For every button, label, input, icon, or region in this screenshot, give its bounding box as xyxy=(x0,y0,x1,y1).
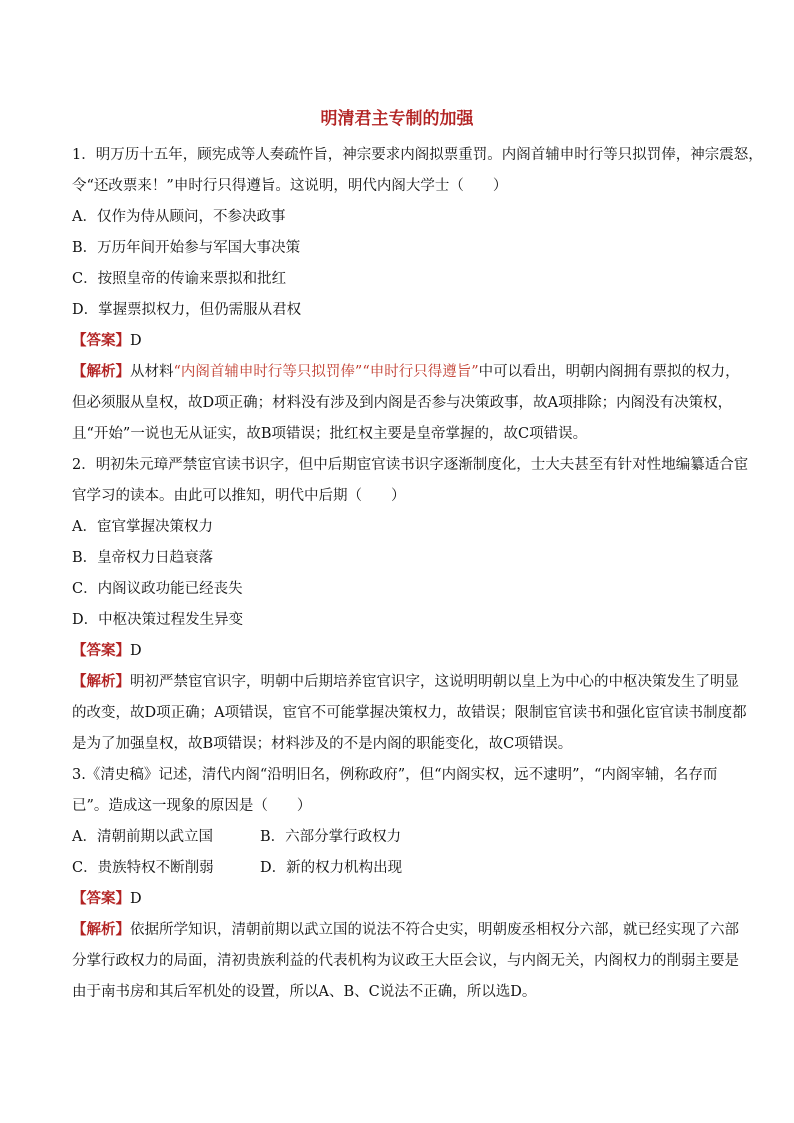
q2-option-d: D．中枢决策过程发生异变 xyxy=(72,612,244,628)
q2-answer xyxy=(72,641,732,661)
analysis-label: 【解析】 xyxy=(72,921,130,938)
analysis-text: 依据所学知识，清朝前期以武立国的说法不符合史实，明朝废丞相权分六部，就已经实现了六部 xyxy=(130,922,739,938)
q1-option-a: A．仅作为侍从顾问，不参决政事 xyxy=(72,209,286,225)
q3-analysis-line-2: 分掌行政权力的局面，清初贵族利益的代表机构为议政王大臣会议，与内阁无关，内阁权力的削弱主要是 xyxy=(72,953,739,969)
analysis-text: 从材料 xyxy=(130,364,174,380)
q3-answer xyxy=(72,889,732,909)
q2-analysis-line-1 xyxy=(72,672,739,692)
q3-analysis-line-1 xyxy=(72,920,739,940)
q1-option-b: B．万历年间开始参与军国大事决策 xyxy=(72,240,301,256)
answer-label: 【答案】 xyxy=(72,642,130,659)
q2-analysis-line-3: 是为了加强皇权，故B项错误；材料涉及的不是内阁的职能变化，故C项错误。 xyxy=(72,736,573,752)
q2-option-c: C．内阁议政功能已经丧失 xyxy=(72,581,243,597)
q1-analysis-line-1 xyxy=(72,362,740,382)
q3-option-b: B．六部分掌行政权力 xyxy=(260,829,402,845)
q1-stem-line-2: 令“还改票来！”申时行只得遵旨。这说明，明代内阁大学士（ ） xyxy=(72,178,508,194)
q2-stem-line-1: 2．明初朱元璋严禁宦官读书识字，但中后期宦官读书识字逐渐制度化，士大夫甚至有针对性地编纂适合宦 xyxy=(72,457,749,473)
q2-stem-line-2: 官学习的读本。由此可以推知，明代中后期（ ） xyxy=(72,488,406,504)
q1-stem-line-1: 1．明万历十五年，顾宪成等人奏疏忤旨，神宗要求内阁拟票重罚。内阁首辅申时行等只拟罚俸，神宗震怒， xyxy=(72,147,763,163)
q3-analysis-line-3: 由于南书房和其后军机处的设置，所以A、B、C说法不正确，所以选D。 xyxy=(72,984,537,1000)
q3-option-c: C．贵族特权不断削弱 xyxy=(72,860,214,876)
answer-value: D xyxy=(130,891,142,907)
q1-analysis-line-3: 且“开始”一说也无从证实，故B项错误；批红权主要是皇帝掌握的，故C项错误。 xyxy=(72,426,588,442)
q3-stem-line-2: 已”。造成这一现象的原因是（ ） xyxy=(72,798,312,814)
answer-label: 【答案】 xyxy=(72,890,130,907)
analysis-text: 中可以看出，明朝内阁拥有票拟的权力， xyxy=(478,364,740,380)
q3-option-a: A．清朝前期以武立国 xyxy=(72,829,213,845)
q3-options-row-1 xyxy=(72,827,732,847)
answer-value: D xyxy=(130,643,142,659)
analysis-label: 【解析】 xyxy=(72,673,130,690)
q2-analysis-line-2: 的改变，故D项正确；A项错误，宦官不可能掌握决策权力，故错误；限制宦官读书和强化宦官读书制度都 xyxy=(72,705,747,721)
q3-options-row-2 xyxy=(72,858,732,878)
q1-option-c: C．按照皇帝的传谕来票拟和批红 xyxy=(72,271,287,287)
analysis-text: 明初严禁宦官识字，明朝中后期培养宦官识字，这说明明朝以皇上为中心的中枢决策发生了明显 xyxy=(130,674,739,690)
q3-stem-line-1: 3.《清史稿》记述，清代内阁“沿明旧名，例称政府”，但“内阁实权，远不逮明”，“内阁宰辅，名存而 xyxy=(72,767,718,783)
q1-option-d: D．掌握票拟权力，但仍需服从君权 xyxy=(72,302,302,318)
answer-value: D xyxy=(130,333,142,349)
q2-option-a: A．宦官掌握决策权力 xyxy=(72,519,213,535)
answer-label: 【答案】 xyxy=(72,332,130,349)
page-title: 明清君主专制的加强 xyxy=(320,109,474,129)
analysis-quote: “内阁首辅申时行等只拟罚俸”“申时行只得遵旨” xyxy=(173,364,479,380)
q3-option-d: D．新的权力机构出现 xyxy=(260,860,403,876)
analysis-label: 【解析】 xyxy=(72,363,130,380)
q2-option-b: B．皇帝权力日趋衰落 xyxy=(72,550,214,566)
q1-analysis-line-2: 但必须服从皇权，故D项正确；材料没有涉及到内阁是否参与决策政事，故A项排除；内阁没有决策权， xyxy=(72,395,733,411)
q1-answer xyxy=(72,331,732,351)
